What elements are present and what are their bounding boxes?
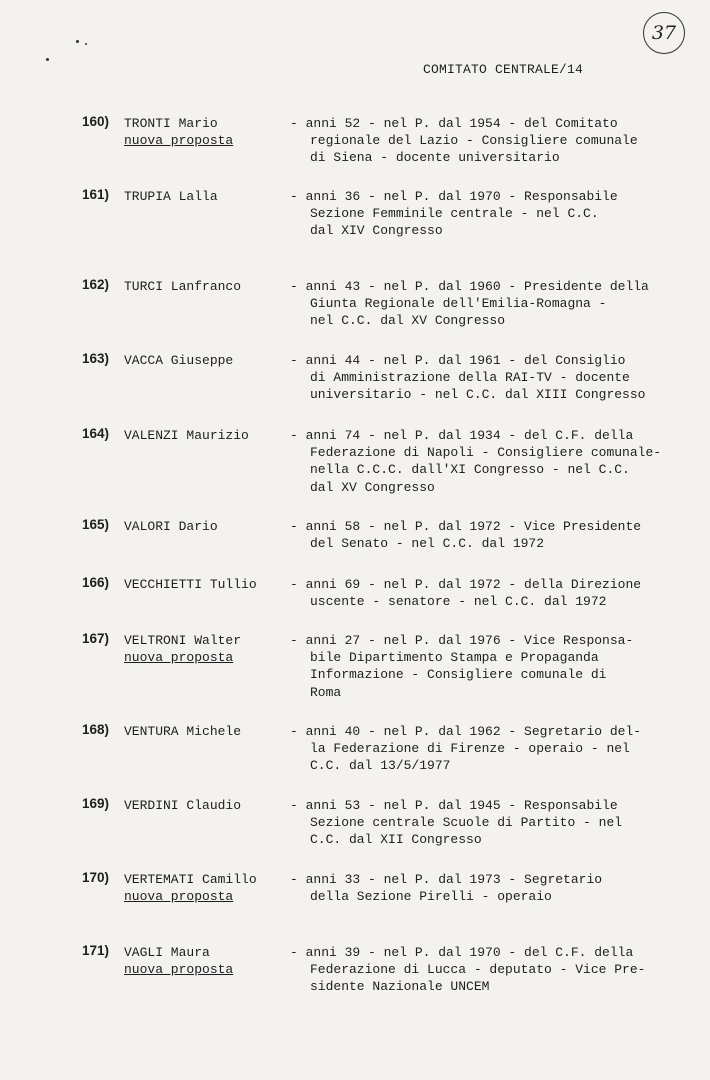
entry-name: TRUPIA Lalla	[124, 189, 218, 204]
entry-proposal-tag: nuova proposta	[124, 962, 234, 977]
description-line: - anni 52 - nel P. dal 1954 - del Comitato	[290, 116, 618, 131]
description-line: Sezione Femminile centrale - nel C.C.	[310, 206, 599, 222]
entry-description	[290, 797, 705, 849]
description-line: di Siena - docente universitario	[310, 150, 560, 166]
description-line: sidente Nazionale UNCEM	[310, 979, 490, 995]
description-line: di Amministrazione della RAI-TV - docente	[310, 370, 630, 386]
entry-name: VERTEMATI Camillo	[124, 872, 257, 887]
entry-description	[290, 518, 705, 552]
description-line: - anni 33 - nel P. dal 1973 - Segretario	[290, 872, 603, 887]
description-line: Sezione centrale Scuole di Partito - nel	[310, 815, 623, 831]
description-line: universitario - nel C.C. dal XIII Congresso	[310, 387, 646, 403]
entry-proposal-tag: nuova proposta	[124, 650, 234, 665]
description-line: Informazione - Consigliere comunale di	[310, 667, 607, 683]
entry-number: 165)	[82, 517, 110, 532]
entry-name: VAGLI Maura	[124, 945, 210, 960]
entry-name: VENTURA Michele	[124, 724, 242, 739]
entry-description	[290, 278, 705, 330]
entry-proposal-tag: nuova proposta	[124, 133, 234, 148]
description-line: C.C. dal 13/5/1977	[310, 758, 451, 774]
entry-description	[290, 871, 705, 905]
entry-description	[290, 723, 705, 775]
entry-description	[290, 352, 705, 404]
entry-name: TRONTI Mario	[124, 116, 218, 131]
description-line: uscente - senatore - nel C.C. dal 1972	[310, 594, 607, 610]
description-line: C.C. dal XII Congresso	[310, 832, 482, 848]
entry-description	[290, 115, 705, 167]
entry-name: TURCI Lanfranco	[124, 279, 242, 294]
description-line: Roma	[310, 684, 342, 700]
description-line: - anni 74 - nel P. dal 1934 - del C.F. della	[290, 428, 634, 443]
entry-name: VALENZI Maurizio	[124, 428, 249, 443]
description-line: - anni 27 - nel P. dal 1976 - Vice Responsa-	[290, 633, 634, 648]
description-line: nella C.C.C. dall'XI Congresso - nel C.C.	[310, 462, 630, 478]
description-line: Federazione di Lucca - deputato - Vice Pre-	[310, 962, 646, 978]
entry-number: 170)	[82, 870, 110, 885]
entry-name: VELTRONI Walter	[124, 633, 242, 648]
entry-number: 160)	[82, 114, 110, 129]
description-line: - anni 40 - nel P. dal 1962 - Segretario del-	[290, 724, 642, 739]
entry-description	[290, 188, 705, 240]
speck-mark	[46, 58, 49, 61]
entry-name: VACCA Giuseppe	[124, 353, 234, 368]
description-line: - anni 36 - nel P. dal 1970 - Responsabile	[290, 189, 618, 204]
page-header: COMITATO CENTRALE/14	[423, 62, 584, 77]
entry-number: 161)	[82, 187, 110, 202]
description-line: dal XV Congresso	[310, 479, 435, 495]
description-line: Giunta Regionale dell'Emilia-Romagna -	[310, 296, 607, 312]
entry-proposal-tag: nuova proposta	[124, 889, 234, 904]
entry-description	[290, 576, 705, 610]
page-number-stamp: 37	[643, 12, 685, 54]
speck-mark	[76, 40, 79, 43]
description-line: - anni 39 - nel P. dal 1970 - del C.F. della	[290, 945, 634, 960]
description-line: regionale del Lazio - Consigliere comunale	[310, 133, 638, 149]
entry-number: 164)	[82, 426, 110, 441]
description-line: Federazione di Napoli - Consigliere comunale-	[310, 445, 662, 461]
description-line: - anni 69 - nel P. dal 1972 - della Direzione	[290, 577, 642, 592]
speck-mark	[85, 43, 87, 45]
entry-description	[290, 427, 705, 496]
entry-description	[290, 632, 705, 701]
description-line: - anni 58 - nel P. dal 1972 - Vice Presidente	[290, 519, 642, 534]
description-line: - anni 44 - nel P. dal 1961 - del Consiglio	[290, 353, 626, 368]
description-line: la Federazione di Firenze - operaio - nel	[310, 741, 630, 757]
entry-description	[290, 944, 705, 996]
entry-number: 167)	[82, 631, 110, 646]
description-line: nel C.C. dal XV Congresso	[310, 313, 506, 329]
entry-name: VECCHIETTI Tullio	[124, 577, 257, 592]
entry-number: 171)	[82, 943, 110, 958]
entry-name: VERDINI Claudio	[124, 798, 242, 813]
entry-number: 162)	[82, 277, 110, 292]
description-line: bile Dipartimento Stampa e Propaganda	[310, 650, 599, 666]
description-line: dal XIV Congresso	[310, 223, 443, 239]
entry-number: 168)	[82, 722, 110, 737]
description-line: della Sezione Pirelli - operaio	[310, 889, 552, 905]
entry-number: 169)	[82, 796, 110, 811]
entry-name: VALORI Dario	[124, 519, 218, 534]
entry-number: 166)	[82, 575, 110, 590]
entry-number: 163)	[82, 351, 110, 366]
description-line: - anni 43 - nel P. dal 1960 - Presidente della	[290, 279, 649, 294]
description-line: - anni 53 - nel P. dal 1945 - Responsabile	[290, 798, 618, 813]
description-line: del Senato - nel C.C. dal 1972	[310, 536, 545, 552]
